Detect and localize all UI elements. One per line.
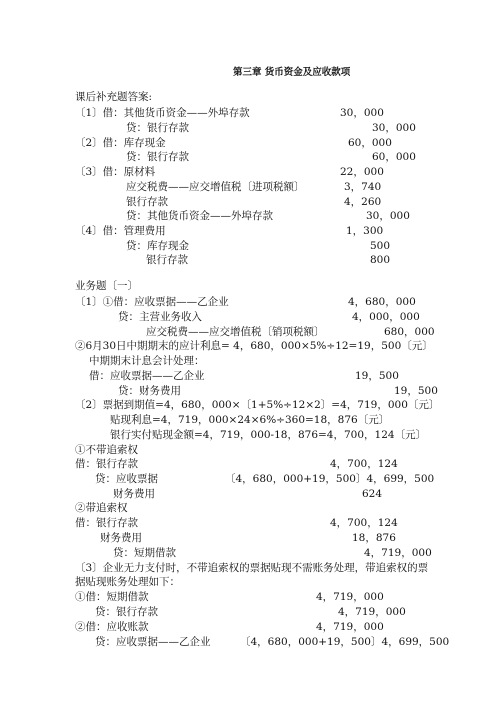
- entry-amount: 4，680，000: [348, 296, 416, 308]
- entry-text: 贷：银行存款: [95, 606, 158, 618]
- journal-line: [0, 590, 500, 604]
- entry-text: 〔4〕借：管理费用: [75, 225, 166, 237]
- journal-line: [0, 605, 500, 619]
- entry-text: 财务费用: [100, 532, 142, 544]
- entry-amount: 4，700，124: [330, 458, 398, 470]
- entry-text: 〔3〕企业无力支付时，不带追索权的票据贴现不需账务处理，带追索权的票: [75, 562, 429, 574]
- journal-line: [0, 531, 500, 545]
- entry-text: 〔1〕借：其他货币资金——外埠存款: [75, 107, 250, 119]
- entry-amount: 4，719，000: [364, 547, 432, 559]
- journal-line: [0, 209, 500, 223]
- entry-text: 银行实付贴现金额=4，719，000-18，876=4，700，124〔元〕: [110, 429, 427, 441]
- exercise-heading-line: [0, 90, 500, 104]
- entry-amount: 1，300: [346, 225, 384, 237]
- entry-text: 借：银行存款: [75, 458, 138, 470]
- exercise-heading: 课后补充题答案:: [75, 91, 153, 103]
- journal-line: [0, 121, 500, 135]
- entry-amount: 4，260: [344, 196, 382, 208]
- entry-text: 应交税费——应交增值税〔进项税额〕: [126, 181, 305, 193]
- business-heading-line: [0, 279, 500, 293]
- entry-text: 贷：主营业务收入: [118, 311, 202, 323]
- journal-line: [0, 253, 500, 267]
- entry-amount: 4，719，000: [316, 591, 384, 603]
- text-line: [0, 575, 500, 589]
- entry-amount: 〔4，680，000+19，500〕4，699，500: [240, 636, 450, 648]
- journal-line: [0, 136, 500, 150]
- journal-line: [0, 620, 500, 634]
- entry-text: 应交税费——应交增值税〔销项税额〕: [146, 326, 325, 338]
- entry-text: 〔2〕票据到期值=4，680，000×〔1+5%÷12×2〕=4，719，000〔元〕: [75, 399, 440, 411]
- journal-line: [0, 472, 500, 486]
- journal-line: [0, 516, 500, 530]
- journal-line: [0, 165, 500, 179]
- journal-line: [0, 546, 500, 560]
- entry-amount: 30，000: [372, 122, 416, 134]
- journal-line: [0, 457, 500, 471]
- entry-amount: 500: [370, 240, 391, 252]
- text-line: [0, 443, 500, 457]
- entry-amount: 60，000: [348, 137, 392, 149]
- entry-text: 贴现利息=4，719，000×24×6%÷360=18，876〔元〕: [110, 414, 390, 426]
- entry-amount: 30，000: [340, 107, 384, 119]
- journal-line: [0, 635, 500, 649]
- entry-text: 贷：短期借款: [113, 547, 176, 559]
- journal-line: [0, 295, 500, 309]
- entry-text: 银行存款: [126, 196, 168, 208]
- journal-line: [0, 180, 500, 194]
- entry-amount: 19，500: [394, 385, 438, 397]
- entry-amount: 4，000，000: [352, 311, 420, 323]
- journal-line: [0, 384, 500, 398]
- entry-text: 贷：财务费用: [118, 385, 181, 397]
- text-line: [0, 339, 500, 353]
- entry-text: 银行存款: [146, 254, 188, 266]
- journal-line: [0, 106, 500, 120]
- entry-text: 贷：应收票据——乙企业: [95, 636, 211, 648]
- entry-text: 借：应收票据——乙企业: [89, 370, 205, 382]
- journal-line: [0, 150, 500, 164]
- entry-text: ②带追索权: [75, 502, 128, 514]
- text-line: [0, 398, 500, 412]
- text-line: [0, 354, 500, 368]
- entry-text: ②借：应收账款: [75, 621, 149, 633]
- entry-text: 据贴现账务处理如下：: [75, 576, 180, 588]
- text-line: [0, 501, 500, 515]
- entry-text: 贷：其他货币资金——外埠存款: [126, 210, 273, 222]
- journal-line: [0, 487, 500, 501]
- entry-amount: 18，876: [352, 532, 396, 544]
- text-line: [0, 428, 500, 442]
- entry-text: 〔3〕借：原材料: [75, 166, 156, 178]
- entry-amount: 680，000: [384, 326, 435, 338]
- entry-text: ①不带追索权: [75, 444, 138, 456]
- entry-amount: 4，719，000: [338, 606, 406, 618]
- entry-amount: 3，740: [344, 181, 382, 193]
- entry-amount: 4，719，000: [316, 621, 384, 633]
- journal-line: [0, 369, 500, 383]
- journal-line: [0, 224, 500, 238]
- journal-line: [0, 239, 500, 253]
- entry-amount: 60，000: [372, 151, 416, 163]
- entry-amount: 30，000: [366, 210, 410, 222]
- journal-line: [0, 195, 500, 209]
- entry-text: 中期期末计息会计处理：: [89, 355, 205, 367]
- journal-line: [0, 325, 500, 339]
- entry-amount: 800: [370, 254, 391, 266]
- entry-text: ①借：短期借款: [75, 591, 149, 603]
- entry-text: 贷：银行存款: [126, 151, 189, 163]
- entry-text: 借：银行存款: [75, 517, 138, 529]
- entry-text: 贷：银行存款: [126, 122, 189, 134]
- entry-text: 〔1〕①借：应收票据——乙企业: [75, 296, 229, 308]
- text-line: [0, 413, 500, 427]
- entry-text: 贷：应收票据: [95, 473, 158, 485]
- entry-amount: 19，500: [355, 370, 399, 382]
- entry-amount: 〔4，680，000+19，500〕4，699，500: [225, 473, 435, 485]
- entry-amount: 22，000: [340, 166, 384, 178]
- business-heading: 业务题〔一〕: [75, 280, 138, 292]
- entry-text: ②6月30日中期期末的应计利息= 4，680，000×5%÷12=19，500〔元〕: [75, 340, 433, 352]
- journal-line: [0, 310, 500, 324]
- entry-text: 财务费用: [113, 488, 155, 500]
- entry-text: 贷：库存现金: [126, 240, 189, 252]
- chapter-title: 第三章 货币资金及应收款项: [233, 67, 351, 78]
- entry-amount: 4，700，124: [330, 517, 398, 529]
- text-line: [0, 561, 500, 575]
- entry-text: 〔2〕借：库存现金: [75, 137, 166, 149]
- page-title: [0, 66, 500, 80]
- entry-amount: 624: [362, 488, 383, 500]
